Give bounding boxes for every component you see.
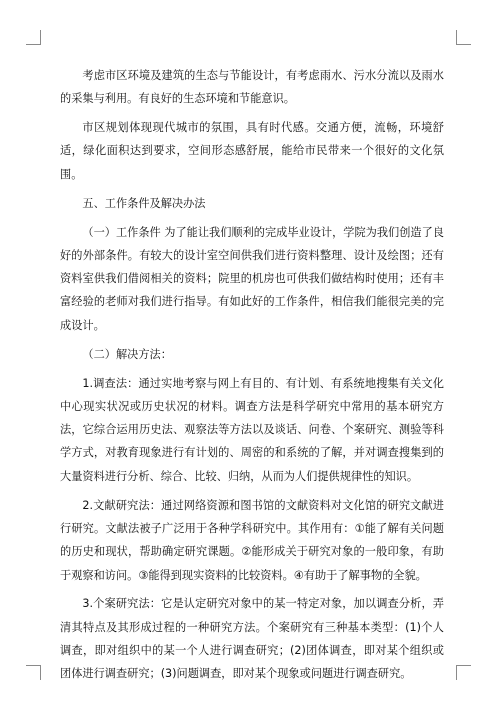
crop-mark-top-left	[26, 30, 41, 45]
paragraph-urban-planning: 市区规划体现现代城市的氛围，具有时代感。交通方便，流畅，环境舒适，绿化面积达到要求，空间形态感舒展，能给市民带来一个很好的文化氛围。	[60, 121, 444, 181]
paragraph-literature-method: 2.文献研究法：通过网络资源和图书馆的文献资料对文化馆的研究文献进行研究。文献法被子广泛用于各种学科研究中。其作用有：①能了解有关问题的历史和现状，帮助确定研究课题。②能形成关于研究对象的一般印象，有助于观察和访问。③能得到现实资料的比较资料。④有助于了解事物的全貌。	[60, 498, 444, 582]
paragraph-work-conditions: （一）工作条件 为了能让我们顺利的完成毕业设计，学院为我们创造了良好的外部条件。有较大的设计室空间供我们进行资料整理、设计及绘图；还有资料室供我们借阅相关的资料；院里的机房也可供我们做结构时使用；还有丰富经验的老师对我们进行指导。有如此好的工作条件，相信我们能很完美的完成设计。	[60, 225, 444, 332]
paragraph-ecology: 考虑市区环境及建筑的生态与节能设计，有考虑雨水、污水分流以及雨水的采集与利用。有良好的生态环境和节能意识。	[60, 69, 444, 106]
section-heading-work-conditions: 五、工作条件及解决办法	[82, 196, 206, 210]
subheading-solutions: （二）解决方法：	[82, 347, 172, 361]
paragraph-case-study-method: 3.个案研究法：它是认定研究对象中的某一特定对象，加以调查分析，弄清其特点及其形成过程的一种研究方法。个案研究有三种基本类型：(1)个人调查，即对组织中的某一个人进行调查研究；(2)团体调查，即对某个组织或团体进行调查研究；(3)问题调查，即对某个现象或问题进行调查研究。	[60, 597, 444, 681]
crop-mark-top-right	[456, 30, 471, 45]
document-body	[60, 64, 444, 691]
crop-mark-bottom-right	[456, 665, 471, 680]
crop-mark-bottom-left	[26, 665, 41, 680]
paragraph-survey-method: 1.调查法：通过实地考察与网上有目的、有计划、有系统地搜集有关文化中心现实状况或历史状况的材料。调查方法是科学研究中常用的基本研究方法，它综合运用历史法、观察法等方法以及谈话、问卷、个案研究、测验等科学方式，对教育现象进行有计划的、周密的和系统的了解，并对调查搜集到的大量资料进行分析、综合、比较、归纳，从而为人们提供规律性的知识。	[60, 376, 444, 483]
